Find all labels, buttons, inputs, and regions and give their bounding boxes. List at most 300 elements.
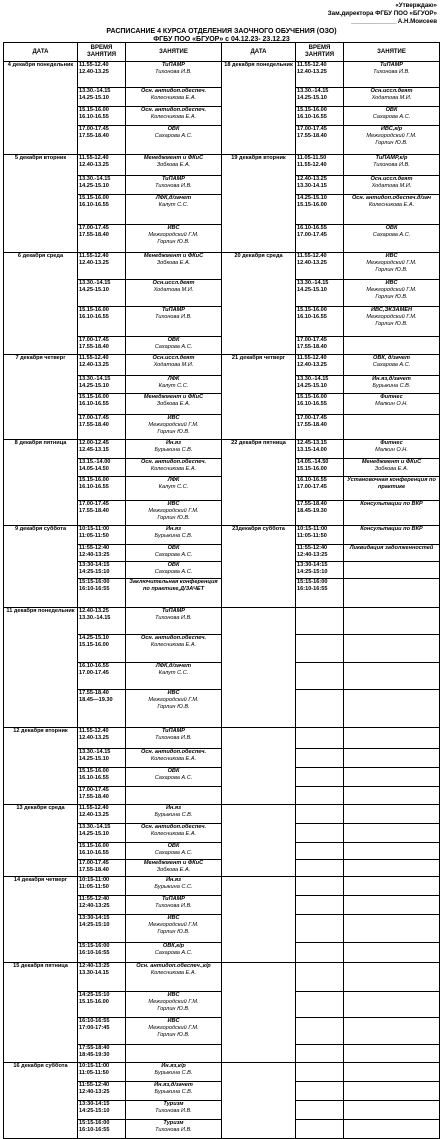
subject-name: ОВК <box>167 562 180 568</box>
subject-name: Осн. антидоп.обеспеч. <box>140 107 207 113</box>
subject-cell <box>126 88 222 107</box>
teacher-name: Бурыкина С.В. <box>154 1089 193 1095</box>
subject-cell <box>126 663 222 690</box>
subject-cell <box>344 1101 440 1120</box>
time-cell: 13:30-14:15 14:25-15:10 <box>78 1101 126 1120</box>
subject-name: Ин.яз <box>165 805 182 811</box>
subject-name: Осн. антидоп.обеспеч. <box>140 459 207 465</box>
subject-cell <box>344 526 440 545</box>
subject-cell <box>126 690 222 728</box>
subject-cell <box>126 355 222 376</box>
subject-cell <box>344 394 440 415</box>
schedule-row <box>4 253 440 280</box>
subject-name: ОВК <box>385 107 398 113</box>
subject-name: ТиПАМР <box>161 608 186 614</box>
subject-cell <box>126 1018 222 1045</box>
subject-name: ИВС <box>167 915 180 921</box>
time-cell: 13.30.-14.15 14.25-15.10 <box>78 749 126 768</box>
teacher-name: Колесникова Е.А. <box>150 114 197 120</box>
subject-cell <box>344 225 440 253</box>
subject-cell <box>126 1101 222 1120</box>
time-cell: 13.30.-14.15 14.25-15.10 <box>78 88 126 107</box>
subject-name: Ин.яз <box>165 440 182 446</box>
subject-name: Осн.иссл.деят <box>370 88 413 94</box>
subject-name: Ин.яз <box>165 526 182 532</box>
time-cell: 15:15-16:00 16:10-16:55 <box>296 579 344 608</box>
time-cell <box>296 728 344 749</box>
teacher-name: Сахарова А.С. <box>154 950 193 956</box>
day-cell <box>222 805 296 877</box>
subject-name: Осн. антидоп.обеспеч. <box>140 824 207 830</box>
time-cell: 17.00-17.45 17.55-18.40 <box>78 225 126 253</box>
subject-name: ТиПАМР,к/р <box>375 155 408 161</box>
subject-cell <box>126 1045 222 1063</box>
teacher-name: Межгородский Г.М. Горлин Ю.В. <box>366 314 417 327</box>
subject-cell <box>344 88 440 107</box>
subject-name: ЛФК <box>167 477 180 483</box>
subject-name: Ликвидация задолженностей <box>349 545 434 551</box>
subject-name: Осн. антидоп.обеспеч.,к/р <box>136 963 211 969</box>
subject-cell <box>344 1063 440 1082</box>
subject-cell <box>344 663 440 690</box>
subject-cell <box>126 963 222 992</box>
subject-cell <box>344 749 440 768</box>
teacher-name: Колесникова Е.А. <box>150 95 197 101</box>
teacher-name: Зобкова Е.А. <box>374 466 409 472</box>
day-cell: 21 декабря четверг <box>222 355 296 440</box>
subject-cell <box>344 545 440 562</box>
teacher-name: Калут С.С. <box>158 383 189 389</box>
subject-cell <box>126 225 222 253</box>
subject-cell <box>126 749 222 768</box>
teacher-name: Зобкова Е.А. <box>156 162 191 168</box>
schedule-row <box>4 1063 440 1082</box>
teacher-name: Сахарова А.С. <box>154 775 193 781</box>
time-cell: 15:15-16:00 16:10-16:55 <box>78 579 126 608</box>
day-cell <box>222 963 296 1063</box>
time-cell <box>296 992 344 1018</box>
subject-name: Менеджмент и ФКиС <box>143 394 204 400</box>
subject-cell <box>344 155 440 176</box>
approval-block <box>267 2 437 26</box>
time-cell: 14.05.-14.50 15.15-16.00 <box>296 459 344 477</box>
day-cell: 15 декабря пятница <box>4 963 78 1063</box>
time-cell: 13.30.-14.15 14.25-15.10 <box>78 824 126 843</box>
schedule-body <box>4 62 440 1139</box>
subject-cell <box>126 915 222 943</box>
time-cell: 17.00-17.45 17.55-18.40 <box>78 501 126 526</box>
approval-line-3: _____________ А.Н.Моисеев <box>351 18 437 25</box>
teacher-name: Малкин О.Н. <box>375 401 408 407</box>
teacher-name: Калут С.С. <box>158 484 189 490</box>
subject-name: Ин.яз,д/зачет <box>154 1082 193 1088</box>
subject-name: ИВС <box>167 225 180 231</box>
subject-name: ОВК <box>167 545 180 551</box>
subject-cell <box>344 62 440 88</box>
time-cell: 11.55-12.40 12.40-13.25 <box>78 155 126 176</box>
subject-cell <box>126 608 222 635</box>
subject-cell <box>126 155 222 176</box>
subject-cell <box>126 728 222 749</box>
subject-cell <box>126 62 222 88</box>
subject-name: Заключительная конференция по практике,Д/ЗАЧЕТ <box>129 579 218 592</box>
subject-name: ТиПАМР <box>161 728 186 734</box>
schedule-row <box>4 526 440 545</box>
subject-name: ТиПАМР <box>161 62 186 68</box>
teacher-name: Сахарова А.С. <box>372 362 411 368</box>
time-cell: 11.55-12.40 12.40-13.25 <box>78 355 126 376</box>
time-cell: 17.00-17.45 17.55-18.40 <box>78 126 126 155</box>
time-cell: 13.30.-14.15 14.25-15.10 <box>78 280 126 307</box>
time-cell: 11.55-12.40 12.40-13.25 <box>78 62 126 88</box>
time-cell <box>296 943 344 963</box>
subject-name: Фитнес <box>380 394 403 400</box>
day-cell: 6 декабря среда <box>4 253 78 355</box>
teacher-name: Бурыкина С.В. <box>154 533 193 539</box>
teacher-name: Сахарова А.С. <box>372 232 411 238</box>
subject-cell <box>126 440 222 459</box>
subject-cell <box>344 307 440 337</box>
teacher-name: Тихонова И.В. <box>155 903 192 909</box>
subject-cell <box>344 107 440 126</box>
time-cell <box>296 896 344 915</box>
subject-cell <box>344 608 440 635</box>
time-cell <box>296 805 344 824</box>
time-cell: 15.15-16.00 16.10-16.55 <box>78 195 126 225</box>
subject-cell <box>126 376 222 394</box>
teacher-name: Тихонова И.В. <box>155 69 192 75</box>
subject-name: Осн. антидоп.обеспеч. <box>140 635 207 641</box>
time-cell <box>296 1018 344 1045</box>
subject-name: ИВС,ЭКЗАМЕН <box>370 307 413 313</box>
teacher-name: Ходатова М.И. <box>371 183 412 189</box>
header-date-left: ДАТА <box>4 43 78 62</box>
teacher-name: Колесникова Е.А. <box>150 466 197 472</box>
subject-name: ОВК <box>385 225 398 231</box>
day-cell <box>222 608 296 728</box>
time-cell: 13.30.-14.15 14.25-15.10 <box>78 376 126 394</box>
subject-cell <box>344 896 440 915</box>
time-cell: 17.00-17.45 17.55-18.40 <box>78 337 126 355</box>
schedule-row <box>4 608 440 635</box>
subject-cell <box>126 992 222 1018</box>
teacher-name: Бурыкина С.В. <box>154 1070 193 1076</box>
day-cell: 23декабря суббота <box>222 526 296 608</box>
subject-cell <box>126 195 222 225</box>
time-cell: 11.55-12.40 12.40-13.25 <box>296 253 344 280</box>
teacher-name: Тихонова И.В. <box>155 314 192 320</box>
time-cell: 14:25-15:10 15.15-16.00 <box>78 992 126 1018</box>
day-cell: 20 декабря среда <box>222 253 296 355</box>
header-subject-left: ЗАНЯТИЕ <box>126 43 222 62</box>
time-cell: 11:55-12:40 12:40-13:25 <box>78 896 126 915</box>
teacher-name: Сахарова А.С. <box>372 114 411 120</box>
subject-cell <box>126 1063 222 1082</box>
time-cell <box>296 635 344 663</box>
subject-name: Осн. антидоп.обеспеч. <box>140 88 207 94</box>
teacher-name: Сахарова А.С. <box>154 552 193 558</box>
teacher-name: Зобкова Е.А. <box>156 401 191 407</box>
teacher-name: Тихонова И.В. <box>155 615 192 621</box>
subject-name: Консультации по ВКР <box>360 526 423 532</box>
subject-cell <box>344 562 440 579</box>
subject-cell <box>344 253 440 280</box>
subject-cell <box>344 963 440 992</box>
time-cell: 11.05-11.50 11.55-12.40 <box>296 155 344 176</box>
teacher-name: Колесникова Е.А. <box>150 831 197 837</box>
subject-name: Осн.иссл.деят <box>370 176 413 182</box>
time-cell: 15.15-16.00 16.10-16.55 <box>78 394 126 415</box>
teacher-name: Сахарова А.С. <box>154 569 193 575</box>
teacher-name: Межгородский Г.М. Горлин Ю.В. <box>148 922 199 935</box>
subject-name: ОВК <box>167 768 180 774</box>
subject-name: Менеджмент и ФКиС <box>361 459 422 465</box>
day-cell: 22 декабря пятница <box>222 440 296 526</box>
subject-cell <box>344 376 440 394</box>
header-time-left: ВРЕМЯ ЗАНЯТИЯ <box>78 43 126 62</box>
schedule-row <box>4 805 440 824</box>
subject-cell <box>126 787 222 805</box>
subject-cell <box>126 843 222 860</box>
subject-name: ИВС <box>167 992 180 998</box>
teacher-name: Колесникова Е.А. <box>150 756 197 762</box>
teacher-name: Бурыкина С.В. <box>154 447 193 453</box>
time-cell: 11.55-12.40 12.40-13.25 <box>78 728 126 749</box>
subject-cell <box>126 562 222 579</box>
subject-cell <box>126 176 222 195</box>
time-cell: 17.00-17.45 17.55-18.40 <box>78 415 126 440</box>
teacher-name: Тихонова И.В. <box>155 183 192 189</box>
teacher-name: Бурыкина С.С. <box>154 884 193 890</box>
approval-line-1: «Утверждаю» <box>395 2 437 9</box>
time-cell: 17.55-18.40 18.45-19.30 <box>296 501 344 526</box>
approval-line-2: Зам.директора ФГБУ ПОО «БГУОР» <box>327 10 437 17</box>
time-cell: 11.55-12.40 12.40-13.25 <box>78 253 126 280</box>
time-cell <box>296 690 344 728</box>
subject-name: ЛФК,д/зачет <box>155 663 192 669</box>
time-cell: 13:30-14:15 14:25-15:10 <box>296 562 344 579</box>
schedule-title: РАСПИСАНИЕ 4 КУРСА ОТДЕЛЕНИЯ ЗАОЧНОГО ОБУЧЕНИЯ (ОЗО) <box>106 28 337 35</box>
subject-cell <box>126 824 222 843</box>
subject-name: Консультации по ВКР <box>360 501 423 507</box>
subject-cell <box>344 915 440 943</box>
teacher-name: Колесникова Е.А. <box>150 970 197 976</box>
time-cell: 15:15-16:00 16:10-16:55 <box>78 1120 126 1139</box>
teacher-name: Межгородский Г.М. Горлин Ю.В. <box>148 232 199 245</box>
schedule-row <box>4 877 440 896</box>
subject-cell <box>344 415 440 440</box>
time-cell <box>296 787 344 805</box>
time-cell: 12.40-13.25 13.30.-14.15 <box>78 608 126 635</box>
time-cell: 11.55-12.40 12.40-13.25 <box>78 805 126 824</box>
subject-name: ЛФК,д/зачет <box>155 195 192 201</box>
teacher-name: Тихонова И.В. <box>155 735 192 741</box>
schedule-table <box>3 42 440 1139</box>
subject-cell <box>126 579 222 608</box>
time-cell: 13.30.-14.15 14.25-15.10 <box>296 88 344 107</box>
time-cell: 15.15-16.00 16.10-16.55 <box>296 394 344 415</box>
time-cell: 13.30.-14.15 14.25-15.10 <box>78 176 126 195</box>
day-cell <box>222 1063 296 1139</box>
teacher-name: Колесникова Е.А. <box>368 202 415 208</box>
time-cell: 15.15-16.00 16.10-16.55 <box>78 107 126 126</box>
schedule-row <box>4 355 440 376</box>
subject-cell <box>344 440 440 459</box>
subject-cell <box>126 107 222 126</box>
subject-name: Осн.иссл.деят <box>152 280 195 286</box>
subject-cell <box>344 195 440 225</box>
subject-name: Установочная конференция по практике <box>347 477 436 490</box>
subject-name: Ин.яз,к/р <box>161 1063 186 1069</box>
subject-cell <box>126 501 222 526</box>
subject-cell <box>344 579 440 608</box>
day-cell: 11 декабря понедельник <box>4 608 78 728</box>
subject-cell <box>344 1045 440 1063</box>
subject-name: Туризм <box>163 1120 184 1126</box>
day-cell: 12 декабря вторник <box>4 728 78 805</box>
day-cell: 8 декабря пятница <box>4 440 78 526</box>
day-cell: 7 декабря четверг <box>4 355 78 440</box>
subject-name: ТиПАМР <box>161 176 186 182</box>
time-cell: 17.55-18.40 18.45—19.30 <box>78 690 126 728</box>
day-cell: 18 декабря понедельник <box>222 62 296 155</box>
day-cell: 5 декабря вторник <box>4 155 78 253</box>
time-cell: 17.00-17.45 17.55-18.40 <box>296 126 344 155</box>
subject-cell <box>344 635 440 663</box>
header-row <box>4 43 440 62</box>
subject-name: ТиПАМР <box>161 307 186 313</box>
time-cell: 10:15-11:00 11:05-11:50 <box>296 526 344 545</box>
teacher-name: Сахарова А.С. <box>154 850 193 856</box>
time-cell <box>296 877 344 896</box>
time-cell: 12.00-12.45 12.45-13.15 <box>78 440 126 459</box>
teacher-name: Ходатова М.И. <box>153 287 194 293</box>
subject-name: ТиПАМР <box>379 62 404 68</box>
time-cell: 13.15.-14.00 14.05-14.50 <box>78 459 126 477</box>
subject-cell <box>344 280 440 307</box>
subject-name: ОВК, д/зачет <box>372 355 411 361</box>
time-cell: 16:10-16:55 17:00-17:45 <box>78 1018 126 1045</box>
schedule-subtitle: ФГБУ ПОО «БГУОР» с 04.12.23- 23.12.23 <box>153 36 290 43</box>
time-cell: 15.15-16.00 16.10-16.55 <box>296 307 344 337</box>
schedule-row <box>4 963 440 992</box>
time-cell: 17:55-18:40 18:45-19:30 <box>78 1045 126 1063</box>
subject-cell <box>344 337 440 355</box>
teacher-name: Зобкова Е.А. <box>156 260 191 266</box>
subject-cell <box>344 355 440 376</box>
day-cell: 16 декабря суббота <box>4 1063 78 1139</box>
time-cell: 10:15-11:00 11:05-11:50 <box>78 526 126 545</box>
teacher-name: Ходатова М.И. <box>153 362 194 368</box>
subject-cell <box>344 176 440 195</box>
subject-cell <box>126 943 222 963</box>
time-cell: 13:30-14:15 14:25-15:10 <box>78 915 126 943</box>
subject-cell <box>126 805 222 824</box>
time-cell <box>296 915 344 943</box>
time-cell: 17.00-17.45 17.55-18.40 <box>296 337 344 355</box>
subject-cell <box>126 459 222 477</box>
teacher-name: Бурыкина С.В. <box>154 812 193 818</box>
teacher-name: Межгородский Г.М. Горлин Ю.В. <box>148 422 199 435</box>
time-cell: 15.15-16.00 16.10-16.55 <box>78 843 126 860</box>
teacher-name: Колесникова Е.А. <box>150 642 197 648</box>
subject-cell <box>126 1082 222 1101</box>
time-cell: 14.25-15.10 15.15-16.00 <box>78 635 126 663</box>
subject-cell <box>344 943 440 963</box>
day-cell: 9 декабря суббота <box>4 526 78 608</box>
subject-cell <box>126 394 222 415</box>
subject-name: ИВС <box>385 280 398 286</box>
teacher-name: Тихонова И.В. <box>373 69 410 75</box>
subject-name: Осн.иссл.деят <box>152 355 195 361</box>
subject-name: Фитнес <box>380 440 403 446</box>
day-cell: 13 декабря среда <box>4 805 78 877</box>
teacher-name: Сахарова А.С. <box>154 133 193 139</box>
subject-cell <box>126 307 222 337</box>
subject-cell <box>126 477 222 501</box>
teacher-name: Межгородский Г.М. Горлин Ю.В. <box>148 697 199 710</box>
subject-name: Менеджмент и ФКиС <box>143 860 204 866</box>
subject-cell <box>126 415 222 440</box>
time-cell: 13:30-14:15 14:25-15:10 <box>78 562 126 579</box>
time-cell: 13.30.-14.15 14.25-15.10 <box>296 280 344 307</box>
time-cell <box>296 1101 344 1120</box>
subject-cell <box>126 635 222 663</box>
header-time-right: ВРЕМЯ ЗАНЯТИЯ <box>296 43 344 62</box>
teacher-name: Калут С.С. <box>158 670 189 676</box>
teacher-name: Калут С.С. <box>158 202 189 208</box>
subject-cell <box>126 896 222 915</box>
time-cell: 17.00-17.45 17.55-18.40 <box>78 860 126 877</box>
teacher-name: Межгородский Г.М. Горлин Ю.В. <box>366 287 417 300</box>
schedule-row <box>4 440 440 459</box>
time-cell: 16.10-16.55 17.00-17.45 <box>78 663 126 690</box>
subject-name: Туризм <box>163 1101 184 1107</box>
subject-name: Осн. антидоп.обеспеч. <box>140 749 207 755</box>
subject-name: ИВС <box>167 415 180 421</box>
teacher-name: Межгородский Г.М. Горлин Ю.В. <box>366 260 417 273</box>
time-cell: 15.15-16.00 16.10-16.55 <box>78 307 126 337</box>
time-cell: 17.00-17.45 17.55-18.40 <box>296 415 344 440</box>
time-cell <box>296 843 344 860</box>
subject-cell <box>344 501 440 526</box>
subject-name: Осн. антидоп.обеспеч.д/зач <box>351 195 432 201</box>
day-cell: 4 декабря понедельник <box>4 62 78 155</box>
teacher-name: Сахарова А.С. <box>154 344 193 350</box>
subject-cell <box>344 1082 440 1101</box>
subject-cell <box>126 280 222 307</box>
time-cell <box>296 963 344 992</box>
day-cell: 14 декабря четверг <box>4 877 78 963</box>
subject-cell <box>344 843 440 860</box>
time-cell <box>296 749 344 768</box>
teacher-name: Межгородский Г.М. Горлин Ю.В. <box>366 133 417 146</box>
subject-cell <box>126 860 222 877</box>
subject-cell <box>126 526 222 545</box>
header-subject-right: ЗАНЯТИЕ <box>344 43 440 62</box>
subject-name: ИВС <box>167 1018 180 1024</box>
header-date-right: ДАТА <box>222 43 296 62</box>
subject-name: ОВК <box>167 337 180 343</box>
subject-cell <box>344 459 440 477</box>
subject-cell <box>126 126 222 155</box>
time-cell: 11:55-12:40 12:40-13:25 <box>78 545 126 562</box>
time-cell <box>296 1045 344 1063</box>
time-cell: 15:15-16:00 16:10-16:55 <box>78 943 126 963</box>
time-cell: 10:15-11:00 11:05-11:50 <box>78 1063 126 1082</box>
time-cell: 11:55-12:40 12:40-13:25 <box>78 1082 126 1101</box>
time-cell <box>296 608 344 635</box>
